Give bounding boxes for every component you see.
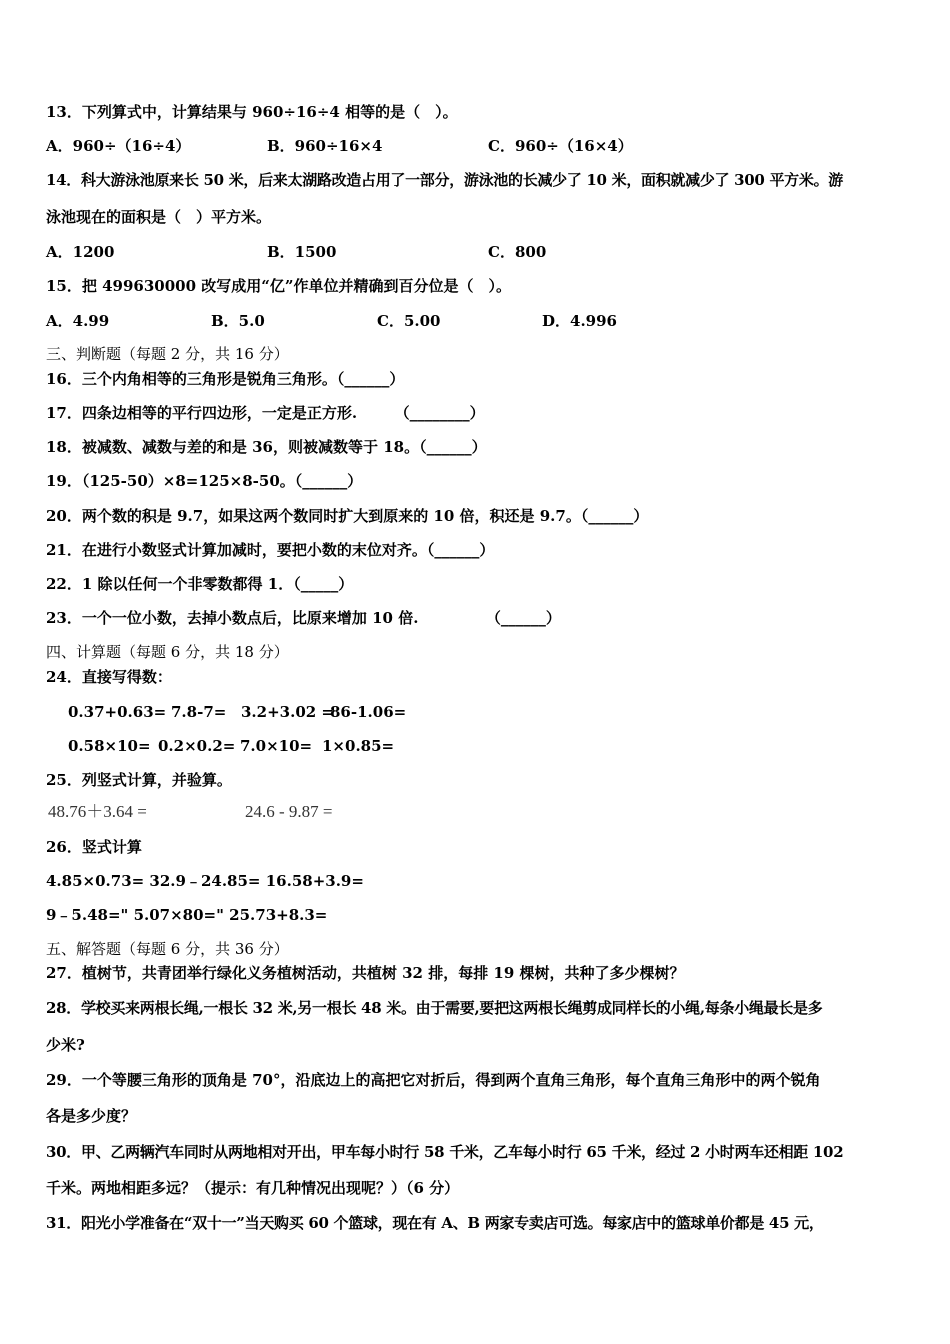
q25-stem: 25．列竖式计算，并验算。 (46, 771, 232, 789)
section-calc-heading: 四、计算题（每题 6 分，共 18 分） (46, 643, 289, 661)
judge-item-17: 17．四条边相等的平行四边形，一定是正方形. （________） (46, 404, 485, 422)
q13-option-a: A．960÷（16÷4） (46, 137, 191, 155)
q13-stem: 13．下列算式中，计算结果与 960÷16÷4 相等的是（ ）。 (46, 103, 458, 121)
q24-expr: 0.37+0.63= (68, 703, 167, 721)
q15-option-d: D．4.996 (542, 312, 617, 330)
judge-item-16: 16．三个内角相等的三角形是锐角三角形。（______） (46, 370, 405, 388)
q26-line2: 9﹣5.48=" 5.07×80=" 25.73+8.3= (46, 906, 328, 924)
q24-expr: 0.58×10= (68, 737, 151, 755)
q26-stem: 26．竖式计算 (46, 838, 142, 856)
q30-stem-line2: 千米。两地相距多远？（提示：有几种情况出现呢？）（6 分） (46, 1179, 460, 1197)
judge-item-20: 20．两个数的积是 9.7，如果这两个数同时扩大到原来的 10 倍，积还是 9.7。（______） (46, 507, 649, 525)
judge-item-23: 23．一个一位小数，去掉小数点后，比原来增加 10 倍. （______） (46, 609, 561, 627)
q25-expr: 48.76＋3.64 = (48, 802, 147, 821)
q13-option-c: C．960÷（16×4） (488, 137, 633, 155)
section-answer-heading: 五、解答题（每题 6 分，共 36 分） (46, 940, 289, 958)
q29-stem-line2: 各是多少度？ (46, 1107, 137, 1125)
q15-option-b: B．5.0 (211, 312, 265, 330)
q15-option-a: A．4.99 (46, 312, 110, 330)
judge-item-19: 19．（125-50）×8=125×8-50。（______） (46, 472, 363, 490)
q13-option-b: B．960÷16×4 (267, 137, 383, 155)
q15-option-c: C．5.00 (377, 312, 441, 330)
q25-expr: 24.6 - 9.87 = (245, 802, 333, 821)
q15-stem: 15．把 499630000 改写成用“亿”作单位并精确到百分位是（ ）。 (46, 277, 512, 295)
q24-expr: 1×0.85= (322, 737, 395, 755)
judge-item-18: 18．被减数、减数与差的和是 36，则被减数等于 18。（______） (46, 438, 487, 456)
q24-stem: 24．直接写得数： (46, 668, 172, 686)
judge-item-22: 22．1 除以任何一个非零数都得 1．（_____） (46, 575, 354, 593)
q14-stem-line2: 泳池现在的面积是（ ）平方米。 (46, 208, 272, 226)
q28-stem-line1: 28．学校买来两根长绳,一根长 32 米,另一根长 48 米。由于需要,要把这两根长绳剪成同样长的小绳,每条小绳最长是多 (46, 999, 823, 1017)
q24-expr: 3.2+3.02 = (241, 703, 334, 721)
q28-stem-line2: 少米? (46, 1036, 85, 1054)
q14-option-c: C．800 (488, 243, 547, 261)
q24-expr: 0.2×0.2= (158, 737, 236, 755)
judge-item-21: 21．在进行小数竖式计算加减时，要把小数的末位对齐。（______） (46, 541, 495, 559)
q31-stem-line1: 31．阳光小学准备在“双十一”当天购买 60 个篮球，现在有 A、B 两家专卖店可选。每家店中的篮球单价都是 45 元， (46, 1214, 824, 1232)
q26-line1: 4.85×0.73= 32.9﹣24.85= 16.58+3.9= (46, 872, 364, 890)
q14-stem-line1: 14．科大游泳池原来长 50 米，后来太湖路改造占用了一部分，游泳池的长减少了 10 米，面积就减少了 300 平方米。游 (46, 171, 843, 189)
q27-stem: 27．植树节，共青团举行绿化义务植树活动，共植树 32 排，每排 19 棵树，共种了多少棵树？ (46, 964, 685, 982)
q14-option-b: B．1500 (267, 243, 337, 261)
q14-option-a: A．1200 (46, 243, 115, 261)
q24-expr: 86-1.06= (330, 703, 407, 721)
q24-expr: 7.0×10= (240, 737, 313, 755)
q29-stem-line1: 29．一个等腰三角形的顶角是 70°，沿底边上的高把它对折后，得到两个直角三角形，每个直角三角形中的两个锐角 (46, 1071, 821, 1089)
q24-expr: 7.8-7= (171, 703, 227, 721)
q30-stem-line1: 30．甲、乙两辆汽车同时从两地相对开出，甲车每小时行 58 千米，乙车每小时行 65 千米，经过 2 小时两车还相距 102 (46, 1143, 844, 1161)
section-judge-heading: 三、判断题（每题 2 分，共 16 分） (46, 345, 289, 363)
